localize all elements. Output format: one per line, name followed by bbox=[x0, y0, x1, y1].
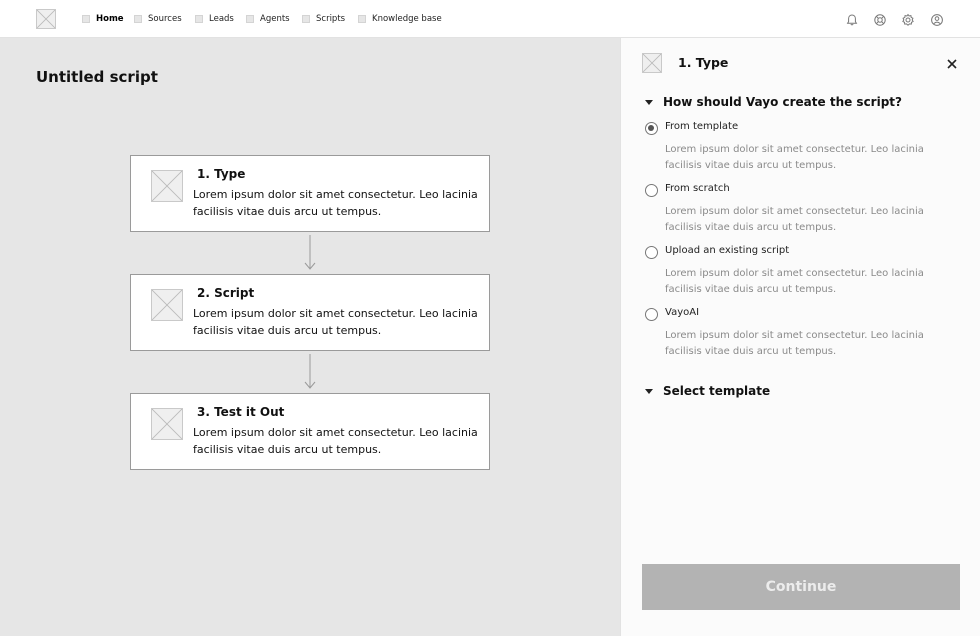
step-title: 2. Script bbox=[197, 286, 255, 300]
option-label[interactable]: VayoAI bbox=[665, 307, 700, 318]
step-image-placeholder bbox=[151, 289, 183, 321]
step-image-placeholder bbox=[151, 170, 183, 202]
nav-item-leads[interactable] bbox=[195, 0, 234, 38]
page-title: Untitled script bbox=[36, 68, 158, 86]
nav-item-agents[interactable] bbox=[246, 0, 290, 38]
bell-icon[interactable] bbox=[845, 12, 859, 26]
step-image-placeholder bbox=[151, 408, 183, 440]
nav-item-label: Agents bbox=[260, 14, 290, 24]
down-arrow-icon bbox=[303, 354, 317, 390]
gear-icon[interactable] bbox=[901, 12, 915, 26]
radio-upload-existing-script[interactable] bbox=[645, 246, 658, 259]
home-icon bbox=[82, 15, 90, 23]
step-description: Lorem ipsum dolor sit amet consectetur. Leo lacinia facilisis vitae duis arcu ut tempus. bbox=[193, 426, 478, 456]
option-description: Lorem ipsum dolor sit amet consectetur. Leo lacinia facilisis vitae duis arcu ut tempus. bbox=[665, 268, 924, 295]
nav-item-label: Sources bbox=[148, 14, 182, 24]
script-flow-canvas bbox=[0, 38, 620, 636]
step-description: Lorem ipsum dolor sit amet consectetur. Leo lacinia facilisis vitae duis arcu ut tempus. bbox=[193, 188, 478, 218]
sources-icon bbox=[134, 15, 142, 23]
nav-item-label: Home bbox=[96, 14, 124, 24]
caret-down-icon bbox=[645, 100, 653, 105]
nav-item-label: Knowledge base bbox=[372, 14, 442, 24]
select-template-section-toggle[interactable] bbox=[645, 384, 770, 398]
option-description: Lorem ipsum dolor sit amet consectetur. Leo lacinia facilisis vitae duis arcu ut tempus. bbox=[665, 330, 924, 357]
step-title: 3. Test it Out bbox=[197, 405, 285, 419]
panel-title: 1. Type bbox=[678, 55, 729, 70]
leads-icon bbox=[195, 15, 203, 23]
step-card-script[interactable] bbox=[130, 274, 490, 351]
creation-method-section-toggle[interactable] bbox=[645, 95, 902, 109]
section-heading: Select template bbox=[663, 384, 771, 398]
user-icon[interactable] bbox=[930, 12, 944, 26]
scripts-icon bbox=[302, 15, 310, 23]
option-label[interactable]: From scratch bbox=[665, 183, 730, 194]
step-card-type[interactable] bbox=[130, 155, 490, 232]
nav-item-scripts[interactable] bbox=[302, 0, 345, 38]
top-navigation-bar bbox=[0, 0, 980, 38]
step-title: 1. Type bbox=[197, 167, 246, 181]
logo-placeholder-image[interactable] bbox=[36, 9, 56, 29]
radio-from-scratch[interactable] bbox=[645, 184, 658, 197]
knowledge-base-icon bbox=[358, 15, 366, 23]
option-label[interactable]: Upload an existing script bbox=[665, 245, 790, 256]
caret-down-icon bbox=[645, 389, 653, 394]
step-card-test-it-out[interactable] bbox=[130, 393, 490, 470]
continue-button[interactable]: Continue bbox=[642, 564, 960, 610]
panel-image-placeholder bbox=[642, 53, 662, 73]
option-label[interactable]: From template bbox=[665, 121, 739, 132]
nav-item-home[interactable] bbox=[82, 0, 124, 38]
help-icon[interactable] bbox=[873, 12, 887, 26]
close-icon[interactable] bbox=[945, 56, 959, 70]
step-description: Lorem ipsum dolor sit amet consectetur. Leo lacinia facilisis vitae duis arcu ut tempus. bbox=[193, 307, 478, 337]
radio-from-template[interactable] bbox=[645, 122, 658, 135]
nav-item-label: Leads bbox=[209, 14, 234, 24]
option-description: Lorem ipsum dolor sit amet consectetur. Leo lacinia facilisis vitae duis arcu ut tempus. bbox=[665, 144, 924, 171]
option-description: Lorem ipsum dolor sit amet consectetur. Leo lacinia facilisis vitae duis arcu ut tempus. bbox=[665, 206, 924, 233]
section-heading: How should Vayo create the script? bbox=[663, 95, 902, 109]
agents-icon bbox=[246, 15, 254, 23]
nav-item-knowledge-base[interactable] bbox=[358, 0, 442, 38]
nav-item-sources[interactable] bbox=[134, 0, 182, 38]
nav-item-label: Scripts bbox=[316, 14, 346, 24]
radio-vayoai[interactable] bbox=[645, 308, 658, 321]
down-arrow-icon bbox=[303, 235, 317, 271]
step-settings-panel bbox=[620, 38, 980, 636]
